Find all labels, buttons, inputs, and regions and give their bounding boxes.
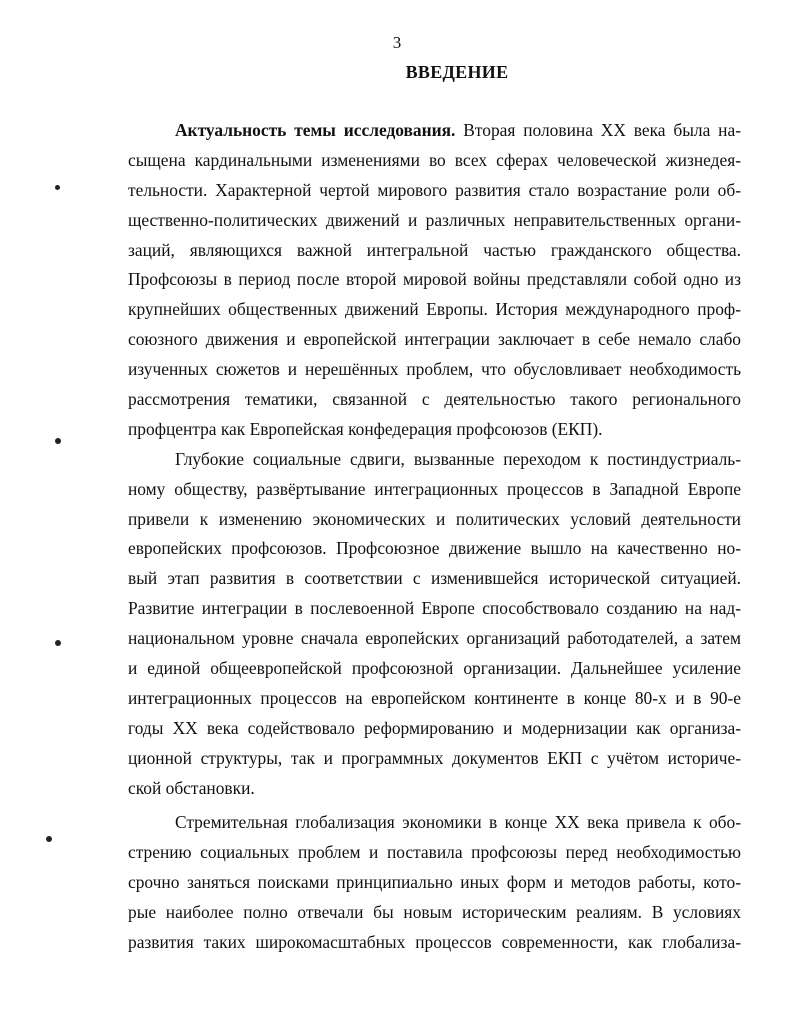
paragraph-line: ской обстановки. [128, 777, 255, 798]
paragraph-line: национальном уровне сначала европейских организаций работодателей, а затем [128, 628, 741, 649]
page-number: 3 [392, 33, 402, 52]
paragraph-line: Актуальность темы исследования. Вторая половина XX века была на- [175, 120, 741, 140]
margin-dot [55, 438, 61, 444]
paragraph-line: тельности. Характерной чертой мирового развития стало возрастание роли об- [128, 179, 741, 200]
paragraph-line: и единой общеевропейской профсоюзной организации. Дальнейшее усиление [128, 658, 741, 679]
margin-dot [46, 836, 52, 842]
paragraph-line: стрению социальных проблем и поставила профсоюзы перед необходимостью [128, 842, 741, 863]
paragraph-line: развития таких широкомасштабных процессов современности, как глобализа- [128, 932, 741, 953]
page-title: ВВЕДЕНИЕ [405, 62, 509, 82]
paragraph-line: изученных сюжетов и нерешённых проблем, что обусловливает необходимость [128, 359, 741, 380]
paragraph-line: щественно-политических движений и различных неправительственных органи- [128, 209, 741, 230]
margin-dot [55, 640, 61, 646]
paragraph-line: привели к изменению экономических и политических условий деятельности [128, 508, 741, 529]
paragraph-line: вый этап развития в соответствии с изменившейся исторической ситуацией. [128, 568, 741, 589]
paragraph-line: сыщена кардинальными изменениями во всех сферах человеческой жизнедея- [128, 149, 741, 170]
paragraph-line: Стремительная глобализация экономики в конце XX века привела к обо- [175, 812, 741, 833]
body-text [128, 116, 741, 958]
paragraph-line: крупнейших общественных движений Европы. История международного проф- [128, 299, 741, 320]
paragraph-line: европейских профсоюзов. Профсоюзное движение вышло на качественно но- [128, 538, 741, 559]
paragraph-line: ционной структуры, так и программных документов ЕКП с учётом историче- [128, 747, 741, 768]
paragraph-line: ному обществу, развёртывание интеграционных процессов в Западной Европе [128, 478, 741, 499]
paragraph-line: профцентра как Европейская конфедерация профсоюзов (ЕКП). [128, 418, 603, 439]
lead-phrase: Актуальность темы исследования. [175, 120, 456, 140]
paragraph-line: рые наиболее полно отвечали бы новым историческим реалиям. В условиях [128, 902, 741, 923]
paragraph-line: годы XX века содействовало реформированию и модернизации как организа- [128, 717, 741, 738]
paragraph-line: Профсоюзы в период после второй мировой войны представляли собой одно из [128, 269, 741, 290]
paragraph-line: интеграционных процессов на европейском континенте в конце 80-х и в 90-е [128, 687, 741, 708]
paragraph-line: Развитие интеграции в послевоенной Европе способствовало созданию на над- [128, 598, 741, 619]
paragraph-line: Глубокие социальные сдвиги, вызванные переходом к постиндустриаль- [175, 448, 741, 469]
paragraph-line: заций, являющихся важной интегральной частью гражданского общества. [128, 239, 741, 260]
paragraph-line: рассмотрения тематики, связанной с деятельностью такого регионального [128, 389, 741, 410]
paragraph-line: союзного движения и европейской интеграции заключает в себе немало слабо [128, 329, 741, 350]
paragraph-line: срочно заняться поисками принципиально иных форм и методов работы, кото- [128, 872, 741, 893]
margin-dot [55, 185, 60, 190]
